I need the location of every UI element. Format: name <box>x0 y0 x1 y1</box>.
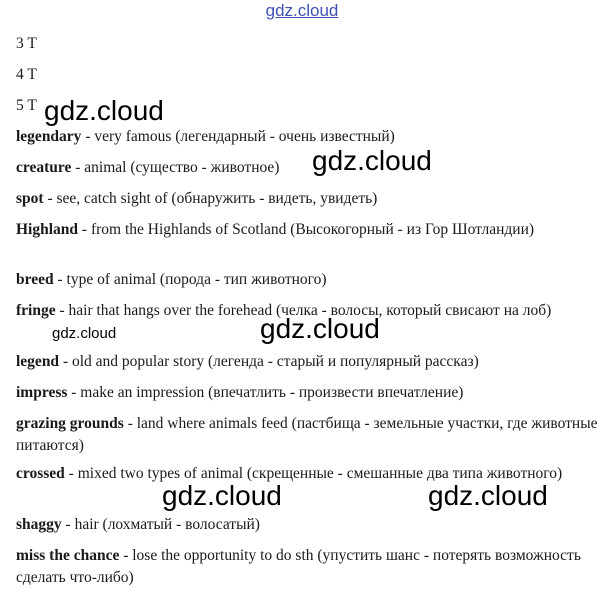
vocab-entry-spot <box>16 188 598 210</box>
answer-3: 3 T <box>16 35 37 52</box>
vocab-definition: - from the Highlands of Scotland (Высокогорный - из Гор Шотландии) <box>78 221 535 238</box>
vocab-entry-legend <box>16 351 598 373</box>
vocab-term: fringe <box>16 302 56 319</box>
vocab-entry-shaggy <box>16 514 598 536</box>
vocab-term: impress <box>16 384 68 401</box>
vocab-definition: - make an impression (впечатлить - произвести впечатление) <box>67 384 464 401</box>
vocab-entry-grazing-grounds <box>16 413 598 456</box>
vocab-definition: - old and popular story (легенда - старый и популярный рассказ) <box>59 353 479 370</box>
vocab-definition: - hair that hangs over the forehead (челка - волосы, который свисают на лоб) <box>55 302 552 319</box>
vocab-term: grazing grounds <box>16 415 124 432</box>
vocab-term: shaggy <box>16 516 62 533</box>
vocab-definition: - very famous (легендарный - очень известный) <box>81 128 395 145</box>
watermark: gdz.cloud <box>52 325 117 342</box>
vocab-definition: - see, catch sight of (обнаружить - видеть, увидеть) <box>43 190 378 207</box>
vocab-definition: - lose the opportunity to do sth (упустить шанс - потерять возможность сделать что-либо) <box>16 547 581 586</box>
vocab-definition: - type of animal (порода - тип животного) <box>53 271 327 288</box>
vocab-definition: - animal (существо - животное) <box>71 159 280 176</box>
watermark-link-top[interactable]: gdz.cloud <box>265 1 339 20</box>
watermark: gdz.cloud <box>428 480 548 511</box>
vocab-definition: - land where animals feed (пастбища - земельные участки, где животные питаются) <box>16 415 598 454</box>
vocab-entry-legendary <box>16 126 598 148</box>
vocab-term: breed <box>16 271 54 288</box>
vocab-term: legend <box>16 353 60 370</box>
vocab-entry-breed <box>16 269 598 291</box>
vocab-term: spot <box>16 190 44 207</box>
vocab-definition: - mixed two types of animal (скрещенные - смешанные два типа животного) <box>64 465 563 482</box>
watermark: gdz.cloud <box>260 313 380 344</box>
watermark: gdz.cloud <box>44 95 164 126</box>
watermark: gdz.cloud <box>162 480 282 511</box>
vocab-definition: - hair (лохматый - волосатый) <box>61 516 260 533</box>
vocab-entry-highland <box>16 219 598 241</box>
answer-4: 4 T <box>16 66 37 83</box>
vocab-term: Highland <box>16 221 79 238</box>
vocab-term: creature <box>16 159 72 176</box>
vocab-entry-impress <box>16 382 598 404</box>
vocab-term: crossed <box>16 465 65 482</box>
watermark: gdz.cloud <box>312 145 432 176</box>
vocab-entry-miss-the-chance <box>16 545 598 588</box>
vocab-entry-creature <box>16 157 598 179</box>
vocab-term: miss the chance <box>16 547 120 564</box>
vocab-term: legendary <box>16 128 82 145</box>
answer-5: 5 T <box>16 97 37 114</box>
